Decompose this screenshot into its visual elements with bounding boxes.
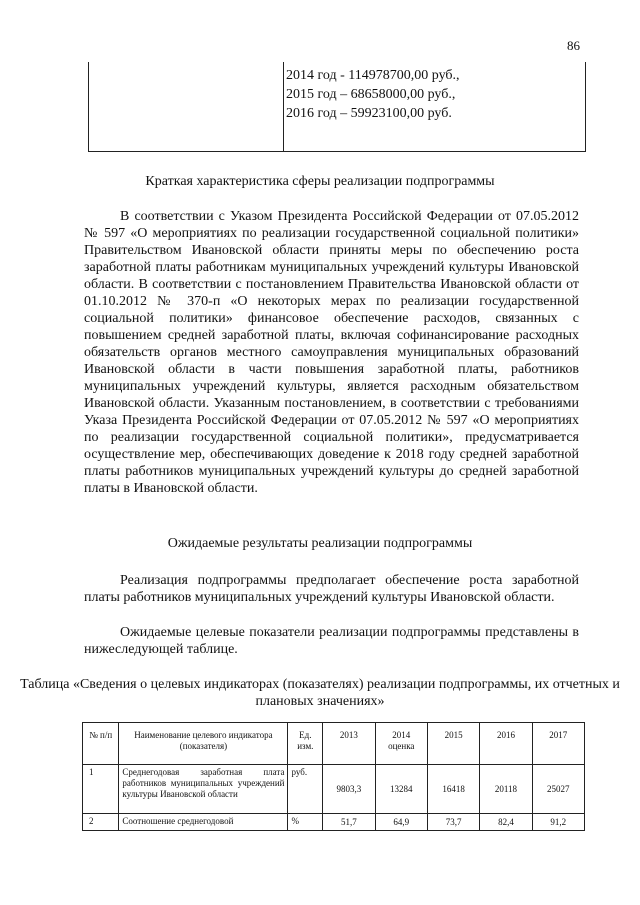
- header-num: № п/п: [83, 723, 119, 765]
- row-num: 2: [83, 814, 119, 831]
- header-2017: 2017: [532, 723, 584, 765]
- row-value-2016: 20118: [480, 765, 532, 814]
- characteristics-paragraph: В соответствии с Указом Президента Российской Федерации от 07.05.2012 № 597 «О мероприятиях по реализации государственной социальной политики» Правительством Ивановской области приняты меры по обеспечению роста заработной платы работникам муниципальных учреждений культуры Ивановской области. В соответствии с постановлением Правительства Ивановской области от 01.10.2012 № 370-п «О некоторых мерах по реализации государственной социальной политики» финансовое обеспечение расходов, связанных с повышением средней заработной платы, включая софинансирование расходных обязательств органов местного самоуправления муниципальных образований Ивановской области в части повышения заработной платы, работников муниципальных учреждений культуры, является расходным обязательством Ивановской области. Указанным постановлением, в соответствии с требованиями Указа Президента Российской Федерации от 07.05.2012 № 597 «О мероприятиях по реализации государственной социальной политики», предусматривается осуществление мер, обеспечивающих доведение к 2018 году средней заработной платы работников муниципальных учреждений культуры до средней заработной платы в Ивановской области.: [84, 209, 579, 496]
- indicators-table: [82, 722, 585, 831]
- row-num: 1: [83, 765, 119, 814]
- row-unit: руб.: [288, 765, 323, 814]
- header-2014: 2014 оценка: [375, 723, 427, 765]
- row-value-2014: 13284: [375, 765, 427, 814]
- funding-table: [88, 62, 586, 152]
- header-2015: 2015: [427, 723, 479, 765]
- header-2016: 2016: [480, 723, 532, 765]
- results-paragraph-1: Реализация подпрограммы предполагает обеспечение роста заработной платы работников муниципальных учреждений культуры Ивановской области.: [84, 573, 579, 605]
- funding-line-2014: 2014 год - 114978700,00 руб.,: [286, 68, 460, 83]
- funding-line-2016: 2016 год – 59923100,00 руб.: [286, 106, 452, 121]
- row-value-2013: 9803,3: [323, 765, 375, 814]
- header-2013: 2013: [323, 723, 375, 765]
- table-row: [83, 814, 585, 831]
- header-name: Наименование целевого индикатора (показателя): [119, 723, 288, 765]
- row-name: Среднегодовая заработная плата работников муниципальных учреждений культуры Ивановской области: [119, 765, 288, 814]
- section-heading-results: Ожидаемые результаты реализации подпрограммы: [167, 536, 473, 551]
- row-unit: %: [288, 814, 323, 831]
- table-row: [83, 765, 585, 814]
- funding-table-value-cell: [284, 62, 586, 152]
- header-unit: Ед. изм.: [288, 723, 323, 765]
- row-value-2013: 51,7: [323, 814, 375, 831]
- row-value-2016: 82,4: [480, 814, 532, 831]
- table-header-row: [83, 723, 585, 765]
- funding-line-2015: 2015 год – 68658000,00 руб.,: [286, 87, 456, 102]
- row-value-2017: 91,2: [532, 814, 584, 831]
- row-value-2015: 73,7: [427, 814, 479, 831]
- row-value-2017: 25027: [532, 765, 584, 814]
- funding-table-label-cell: [89, 62, 284, 152]
- section-heading-characteristics: Краткая характеристика сферы реализации подпрограммы: [145, 174, 495, 189]
- results-paragraph-2: Ожидаемые целевые показатели реализации подпрограммы представлены в нижеследующей таблице.: [84, 625, 579, 657]
- indicators-table-title: Таблица «Сведения о целевых индикаторах (показателях) реализации подпрограммы, их отчетных и плановых значениях»: [20, 677, 620, 709]
- row-name: Соотношение среднегодовой: [119, 814, 288, 831]
- page-number: 86: [567, 38, 580, 53]
- row-value-2015: 16418: [427, 765, 479, 814]
- row-value-2014: 64,9: [375, 814, 427, 831]
